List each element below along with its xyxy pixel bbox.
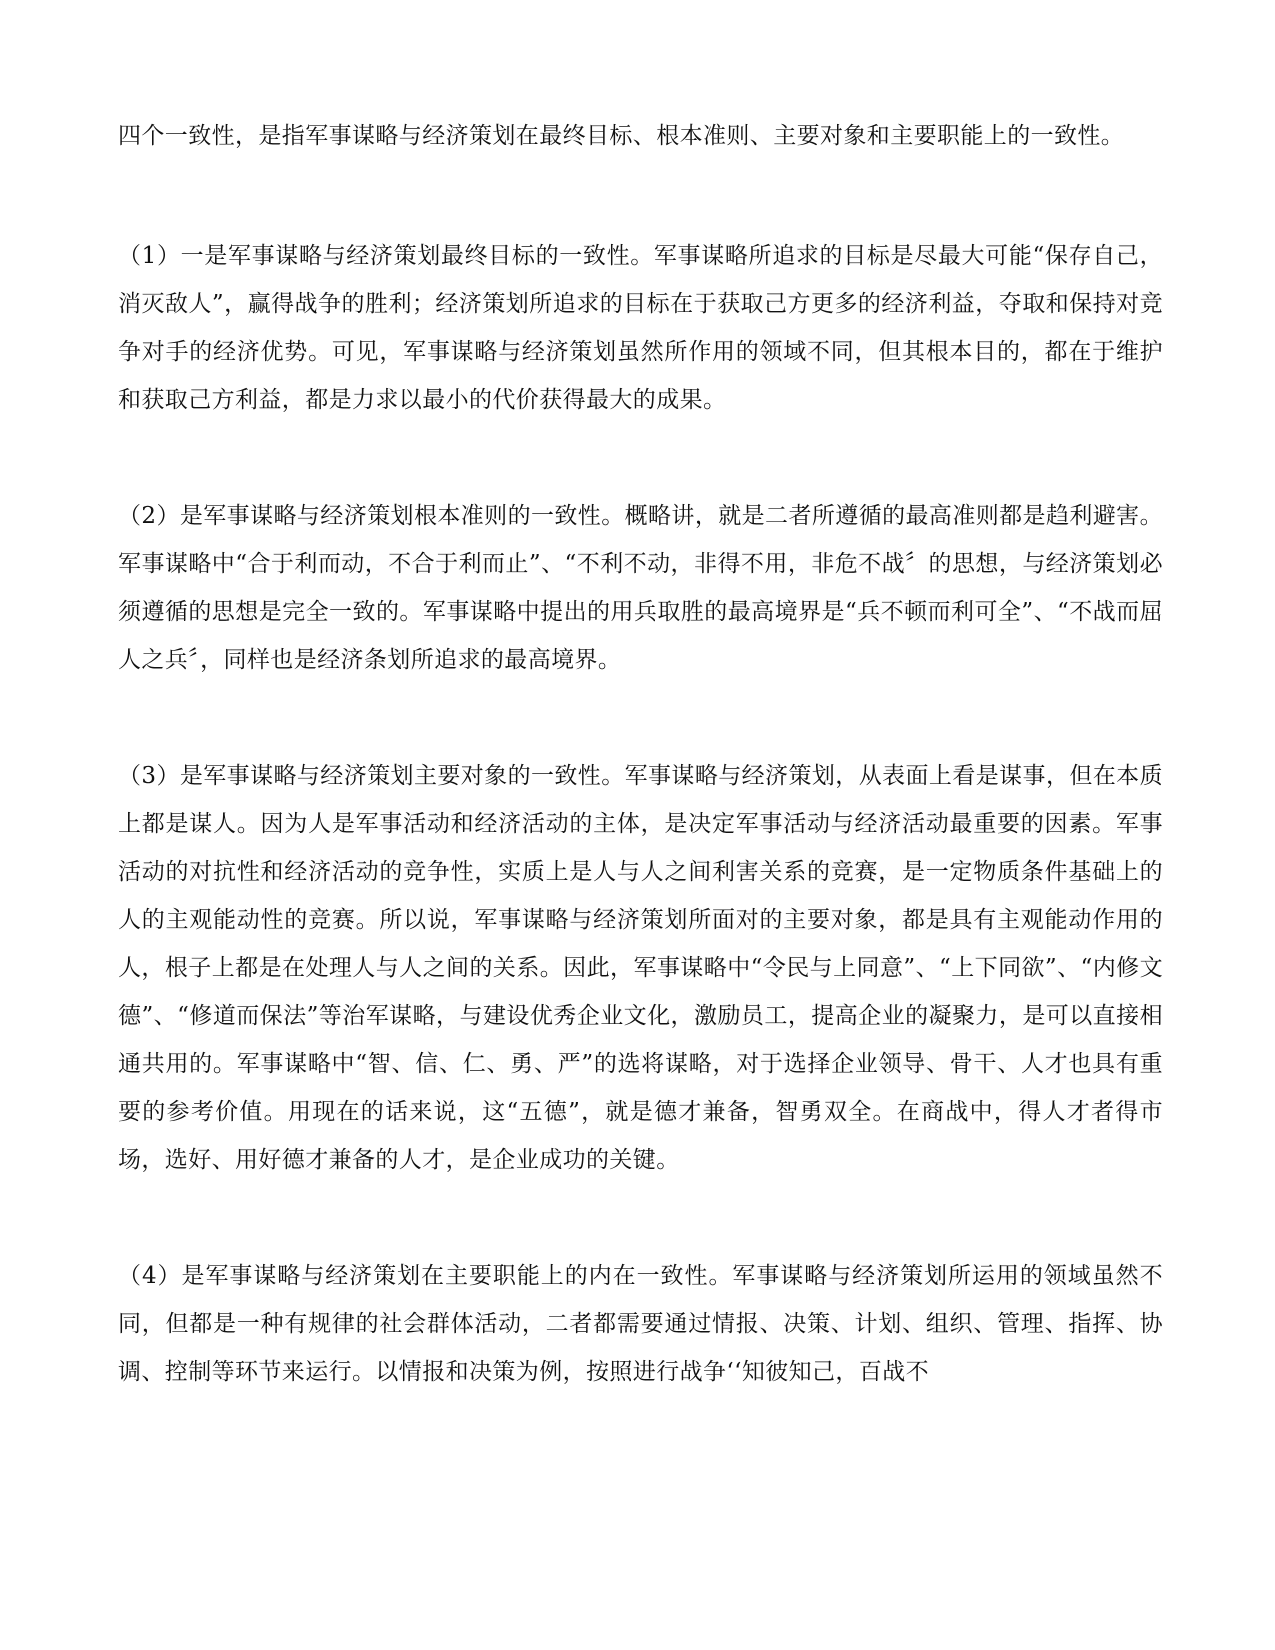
document-page xyxy=(118,112,1163,1396)
paragraph-2-fundamental-principle: （2）是军事谋略与经济策划根本准则的一致性。概略讲，就是二者所遵循的最高准则都是趋利避害。军事谋略中“合于利而动，不合于利而止”、“不利不动，非得不用，非危不战〞的思想，与经济策划必须遵循的思想是完全一致的。军事谋略中提出的用兵取胜的最高境界是“兵不顿而利可全”、“不战而屈人之兵〞，同样也是经济条划所追求的最高境界。 xyxy=(118,503,1163,673)
paragraph-1-ultimate-goal: （1）一是军事谋略与经济策划最终目标的一致性。军事谋略所追求的目标是尽最大可能“保存自己，消灭敌人”，赢得战争的胜利；经济策划所追求的目标在于获取己方更多的经济利益，夺取和保持对竞争对手的经济优势。可见，军事谋略与经济策划虽然所作用的领域不同，但其根本目的，都在于维护和获取己方利益，都是力求以最小的代价获得最大的成果。 xyxy=(118,243,1163,413)
intro-paragraph: 四个一致性，是指军事谋略与经济策划在最终目标、根本准则、主要对象和主要职能上的一致性。 xyxy=(118,123,1125,149)
paragraph-3-main-object: （3）是军事谋略与经济策划主要对象的一致性。军事谋略与经济策划，从表面上看是谋事，但在本质上都是谋人。因为人是军事活动和经济活动的主体，是决定军事活动与经济活动最重要的因素。军事活动的对抗性和经济活动的竞争性，实质上是人与人之间利害关系的竞赛，是一定物质条件基础上的人的主观能动性的竞赛。所以说，军事谋略与经济策划所面对的主要对象，都是具有主观能动作用的人，根子上都是在处理人与人之间的关系。因此，军事谋略中“令民与上同意”、“上下同欲”、“内修文德”、“修道而保法”等治军谋略，与建设优秀企业文化，激励员工，提高企业的凝聚力，是可以直接相通共用的。军事谋略中“智、信、仁、勇、严”的选将谋略，对于选择企业领导、骨干、人才也具有重要的参考价值。用现在的话来说，这“五德”，就是德才兼备，智勇双全。在商战中，得人才者得市场，选好、用好德才兼备的人才，是企业成功的关键。 xyxy=(118,763,1163,1173)
paragraph-4-main-function: （4）是军事谋略与经济策划在主要职能上的内在一致性。军事谋略与经济策划所运用的领域虽然不同，但都是一种有规律的社会群体活动，二者都需要通过情报、决策、计划、组织、管理、指挥、协调、控制等环节来运行。以情报和决策为例，按照进行战争‘‘知彼知己，百战不 xyxy=(118,1263,1163,1385)
